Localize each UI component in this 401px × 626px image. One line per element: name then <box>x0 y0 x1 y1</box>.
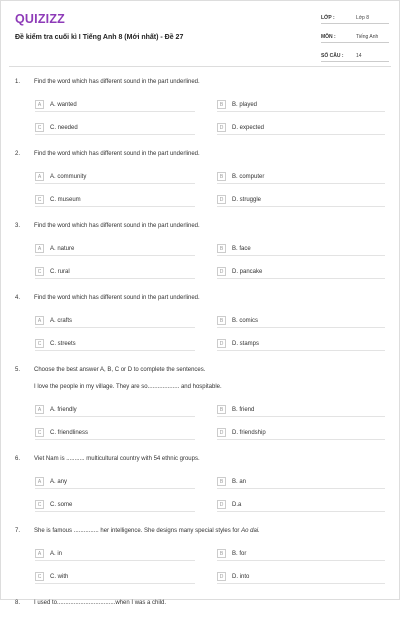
option-letter-box: A <box>35 549 44 558</box>
option-row <box>1 242 401 256</box>
worksheet-title: Đề kiểm tra cuối kì I Tiếng Anh 8 (Mới nhất) - Đề 27 <box>15 34 184 41</box>
option-row <box>1 265 401 279</box>
question-text <box>34 456 200 462</box>
option-d[interactable] <box>217 265 385 279</box>
quizizz-logo: QUIZIZZ <box>15 12 66 26</box>
option-row <box>1 403 401 417</box>
question-line <box>1 79 401 89</box>
option-letter-box: C <box>35 339 44 348</box>
question-line <box>1 367 401 377</box>
question-text-main: Viet Nam is ........... multicultural country with 54 ethnic groups. <box>34 456 200 462</box>
option-a[interactable] <box>35 475 195 489</box>
option-letter-box: A <box>35 244 44 253</box>
option-row <box>1 426 401 440</box>
meta-row-subject <box>321 32 389 43</box>
option-letter-box: C <box>35 428 44 437</box>
question-text <box>34 151 200 157</box>
option-text: C. some <box>50 501 73 508</box>
question-4 <box>1 295 401 351</box>
option-row <box>1 475 401 489</box>
option-d[interactable] <box>217 426 385 440</box>
option-letter-box: D <box>217 428 226 437</box>
option-letter-box: C <box>35 572 44 581</box>
option-row <box>1 498 401 512</box>
meta-label: MÔN : <box>321 34 336 40</box>
meta-label: SỐ CÂU : <box>321 53 344 59</box>
option-letter-box: C <box>35 500 44 509</box>
option-d[interactable] <box>217 121 385 135</box>
question-number: 5. <box>15 367 21 373</box>
worksheet-header <box>1 1 399 59</box>
question-text-main: She is famous ............... her intelligence. She designs many special styles for <box>34 528 242 534</box>
option-a[interactable] <box>35 547 195 561</box>
option-row <box>1 547 401 561</box>
option-text: D. struggle <box>232 196 262 203</box>
option-letter-box: A <box>35 405 44 414</box>
option-d[interactable] <box>217 498 385 512</box>
question-text-main: I used to...................................when I was a child. <box>34 600 167 606</box>
option-b[interactable] <box>217 170 385 184</box>
question-3 <box>1 223 401 279</box>
option-letter-box: B <box>217 405 226 414</box>
meta-label: LỚP : <box>321 15 335 21</box>
question-text <box>34 79 200 85</box>
option-text: B. computer <box>232 173 265 180</box>
question-number: 2. <box>15 151 21 157</box>
option-text: D. into <box>232 573 250 580</box>
option-text: B. for <box>232 550 247 557</box>
question-number: 7. <box>15 528 21 534</box>
question-text-main: Find the word which has different sound in the part underlined. <box>34 79 200 85</box>
option-list <box>1 475 401 512</box>
option-text: D. expected <box>232 124 265 131</box>
question-text <box>34 367 205 373</box>
option-text: D. friendship <box>232 429 266 436</box>
option-list <box>1 403 401 440</box>
question-sentence-text: I love the people in my village. They are so................... and hospitable. <box>34 384 222 390</box>
option-letter-box: D <box>217 123 226 132</box>
option-letter-box: B <box>217 549 226 558</box>
question-line <box>1 223 401 233</box>
option-letter-box: C <box>35 267 44 276</box>
option-text: A. nature <box>50 245 75 252</box>
option-c[interactable] <box>35 426 195 440</box>
option-list <box>1 314 401 351</box>
question-text <box>34 600 166 606</box>
option-letter-box: D <box>217 572 226 581</box>
question-text-main: Find the word which has different sound in the part underlined. <box>34 151 200 157</box>
question-text <box>34 223 200 229</box>
option-c[interactable] <box>35 498 195 512</box>
option-b[interactable] <box>217 314 385 328</box>
option-d[interactable] <box>217 570 385 584</box>
option-row <box>1 314 401 328</box>
option-list <box>1 547 401 584</box>
option-text: D. stamps <box>232 340 260 347</box>
option-b[interactable] <box>217 403 385 417</box>
option-text: B. comics <box>232 317 259 324</box>
option-text: C. needed <box>50 124 78 131</box>
option-letter-box: A <box>35 100 44 109</box>
question-6 <box>1 456 401 512</box>
option-letter-box: B <box>217 477 226 486</box>
option-row <box>1 170 401 184</box>
option-text: C. museum <box>50 196 81 203</box>
option-text: B. an <box>232 478 247 485</box>
option-a[interactable] <box>35 98 195 112</box>
question-text-main: Find the word which has different sound in the part underlined. <box>34 295 200 301</box>
option-text: A. wanted <box>50 101 77 108</box>
option-text: C. with <box>50 573 69 580</box>
option-a[interactable] <box>35 170 195 184</box>
option-text: B. friend <box>232 406 255 413</box>
option-list <box>1 170 401 207</box>
header-divider <box>9 66 391 67</box>
option-c[interactable] <box>35 193 195 207</box>
option-text: C. friendliness <box>50 429 89 436</box>
question-text <box>34 528 260 534</box>
option-row <box>1 337 401 351</box>
question-1 <box>1 79 401 135</box>
option-a[interactable] <box>35 403 195 417</box>
question-number: 8. <box>15 600 21 606</box>
question-text-italic: Ao dai. <box>241 528 260 534</box>
meta-value: 14 <box>356 53 362 59</box>
option-row <box>1 193 401 207</box>
option-a[interactable] <box>35 314 195 328</box>
option-list <box>1 98 401 135</box>
option-d[interactable] <box>217 193 385 207</box>
question-line <box>1 295 401 305</box>
question-number: 1. <box>15 79 21 85</box>
question-5 <box>1 367 401 440</box>
option-c[interactable] <box>35 121 195 135</box>
meta-row-count <box>321 51 389 62</box>
question-8 <box>1 600 401 610</box>
option-letter-box: D <box>217 195 226 204</box>
meta-value: Lớp 8 <box>356 15 370 21</box>
option-c[interactable] <box>35 265 195 279</box>
option-text: A. in <box>50 550 63 557</box>
option-letter-box: A <box>35 477 44 486</box>
question-number: 3. <box>15 223 21 229</box>
option-d[interactable] <box>217 337 385 351</box>
option-b[interactable] <box>217 475 385 489</box>
option-letter-box: B <box>217 172 226 181</box>
option-letter-box: A <box>35 316 44 325</box>
option-text: B. played <box>232 101 258 108</box>
option-text: D.a <box>232 501 242 508</box>
option-list <box>1 242 401 279</box>
option-letter-box: D <box>217 339 226 348</box>
option-letter-box: C <box>35 195 44 204</box>
question-text <box>34 295 200 301</box>
option-b[interactable] <box>217 98 385 112</box>
question-sentence <box>1 384 401 394</box>
question-text-main: Find the word which has different sound in the part underlined. <box>34 223 200 229</box>
question-line <box>1 456 401 466</box>
option-text: D. pancake <box>232 268 263 275</box>
option-row <box>1 570 401 584</box>
option-row <box>1 98 401 112</box>
option-a[interactable] <box>35 242 195 256</box>
question-line <box>1 600 401 610</box>
option-text: C. rural <box>50 268 70 275</box>
option-letter-box: B <box>217 100 226 109</box>
option-row <box>1 121 401 135</box>
option-c[interactable] <box>35 570 195 584</box>
option-letter-box: A <box>35 172 44 181</box>
option-text: C. streets <box>50 340 76 347</box>
option-letter-box: B <box>217 244 226 253</box>
option-letter-box: C <box>35 123 44 132</box>
question-7 <box>1 528 401 584</box>
meta-row-class <box>321 13 389 24</box>
option-text: A. friendly <box>50 406 77 413</box>
question-number: 4. <box>15 295 21 301</box>
option-letter-box: D <box>217 267 226 276</box>
option-text: A. any <box>50 478 68 485</box>
option-text: A. community <box>50 173 87 180</box>
meta-value: Tiếng Anh <box>356 34 379 40</box>
option-text: A. crafts <box>50 317 73 324</box>
option-b[interactable] <box>217 242 385 256</box>
option-letter-box: B <box>217 316 226 325</box>
question-line <box>1 151 401 161</box>
worksheet-meta <box>321 13 389 70</box>
question-list <box>1 79 401 626</box>
option-c[interactable] <box>35 337 195 351</box>
option-letter-box: D <box>217 500 226 509</box>
option-text: B. face <box>232 245 251 252</box>
question-text-main: Choose the best answer A, B, C or D to complete the sentences. <box>34 367 206 373</box>
question-number: 6. <box>15 456 21 462</box>
question-2 <box>1 151 401 207</box>
question-line <box>1 528 401 538</box>
option-b[interactable] <box>217 547 385 561</box>
